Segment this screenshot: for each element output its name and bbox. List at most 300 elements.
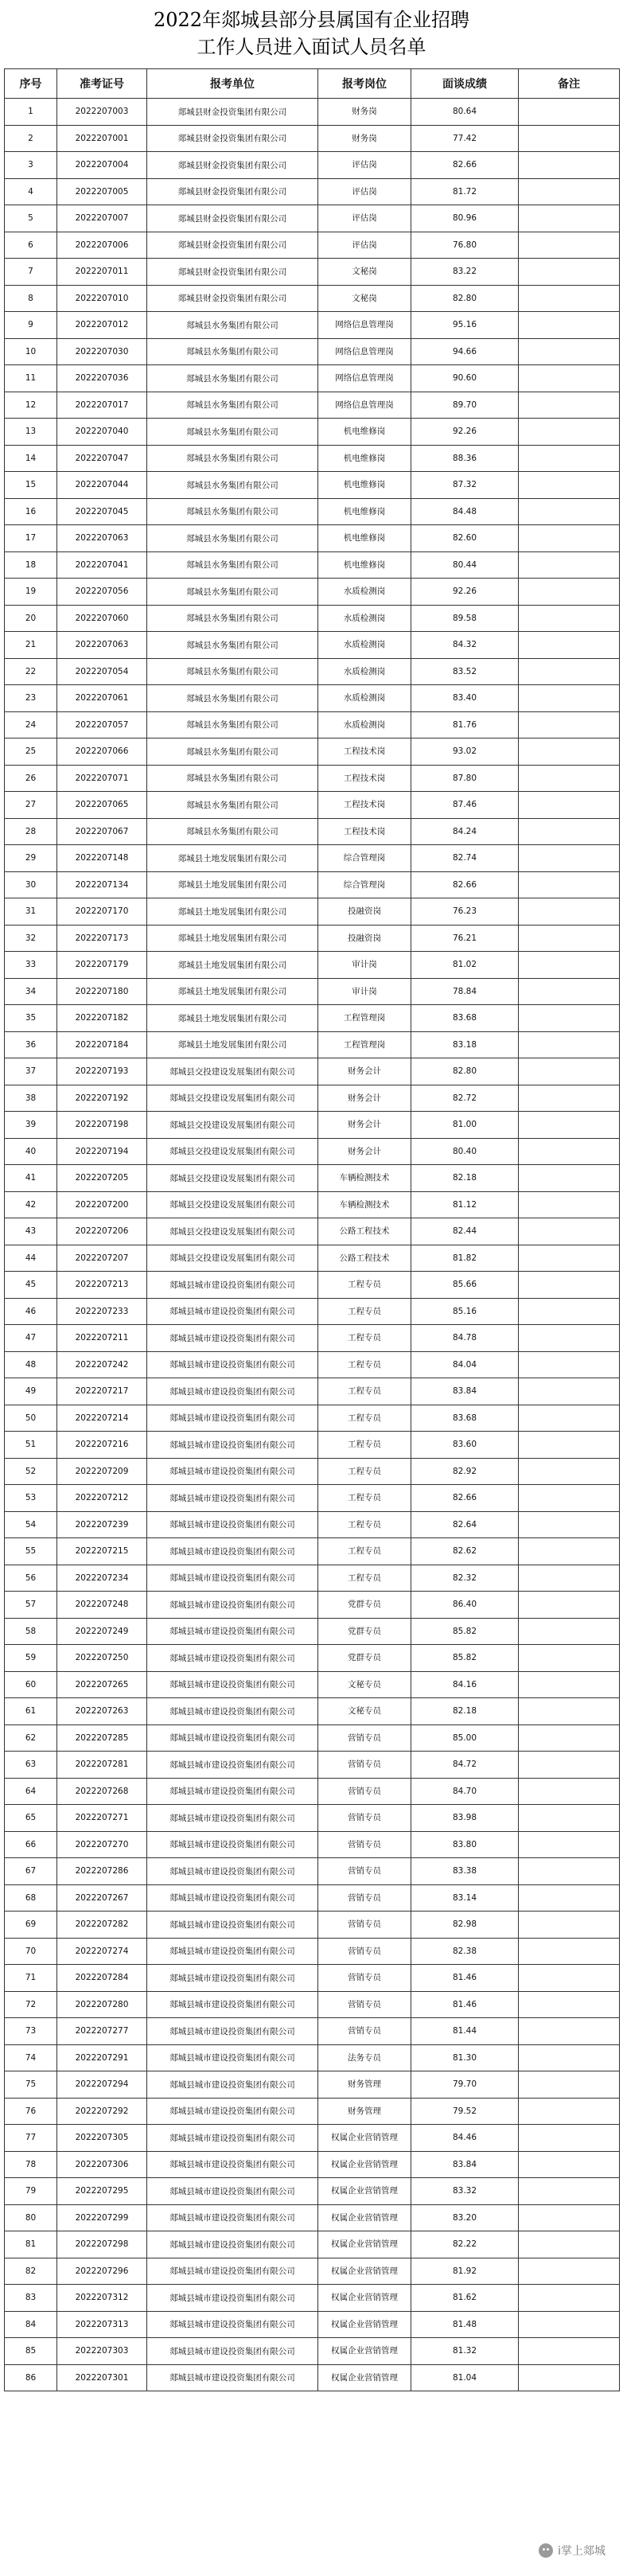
cell-no: 51 — [5, 1432, 57, 1459]
cell-note — [519, 365, 620, 392]
cell-no: 19 — [5, 579, 57, 606]
table-row — [5, 845, 620, 872]
table-row — [5, 871, 620, 898]
cell-score: 81.46 — [411, 1991, 519, 2018]
table-row — [5, 1005, 620, 1032]
table-row — [5, 1752, 620, 1779]
cell-exam-id: 2022207004 — [57, 152, 147, 179]
cell-no: 48 — [5, 1351, 57, 1378]
cell-unit: 郯城县水务集团有限公司 — [147, 632, 318, 659]
cell-no: 6 — [5, 232, 57, 259]
table-row — [5, 1618, 620, 1645]
cell-exam-id: 2022207267 — [57, 1884, 147, 1912]
cell-post: 文秘专员 — [318, 1671, 411, 1698]
cell-note — [519, 125, 620, 152]
cell-exam-id: 2022207180 — [57, 978, 147, 1005]
cell-note — [519, 1298, 620, 1325]
cell-unit: 郯城县城市建设投资集团有限公司 — [147, 1858, 318, 1885]
cell-unit: 郯城县城市建设投资集团有限公司 — [147, 1485, 318, 1512]
cell-unit: 郯城县财金投资集团有限公司 — [147, 259, 318, 286]
cell-unit: 郯城县城市建设投资集团有限公司 — [147, 2018, 318, 2045]
cell-exam-id: 2022207005 — [57, 178, 147, 205]
cell-post: 营销专员 — [318, 1831, 411, 1858]
cell-score: 83.18 — [411, 1031, 519, 1058]
cell-score: 82.22 — [411, 2231, 519, 2258]
cell-unit: 郯城县财金投资集团有限公司 — [147, 152, 318, 179]
cell-unit: 郯城县水务集团有限公司 — [147, 525, 318, 552]
cell-exam-id: 2022207054 — [57, 658, 147, 685]
cell-exam-id: 2022207007 — [57, 205, 147, 232]
cell-exam-id: 2022207066 — [57, 739, 147, 766]
cell-unit: 郯城县城市建设投资集团有限公司 — [147, 2364, 318, 2391]
table-row — [5, 312, 620, 339]
cell-score: 94.66 — [411, 338, 519, 365]
cell-post: 财务会计 — [318, 1085, 411, 1112]
cell-note — [519, 1565, 620, 1592]
cell-exam-id: 2022207063 — [57, 525, 147, 552]
cell-unit: 郯城县城市建设投资集团有限公司 — [147, 2044, 318, 2071]
cell-note — [519, 1112, 620, 1139]
cell-no: 81 — [5, 2231, 57, 2258]
candidate-table — [4, 68, 620, 2391]
cell-no: 65 — [5, 1805, 57, 1832]
cell-exam-id: 2022207045 — [57, 498, 147, 525]
table-row — [5, 1645, 620, 1672]
cell-no: 85 — [5, 2338, 57, 2365]
cell-exam-id: 2022207242 — [57, 1351, 147, 1378]
cell-note — [519, 1884, 620, 1912]
cell-score: 92.26 — [411, 579, 519, 606]
cell-exam-id: 2022207193 — [57, 1058, 147, 1085]
cell-note — [519, 1805, 620, 1832]
table-row — [5, 579, 620, 606]
cell-no: 56 — [5, 1565, 57, 1592]
cell-note — [519, 2018, 620, 2045]
cell-no: 41 — [5, 1165, 57, 1192]
cell-post: 工程专员 — [318, 1378, 411, 1405]
cell-exam-id: 2022207263 — [57, 1698, 147, 1725]
cell-note — [519, 419, 620, 446]
cell-exam-id: 2022207205 — [57, 1165, 147, 1192]
cell-no: 4 — [5, 178, 57, 205]
cell-score: 92.26 — [411, 419, 519, 446]
cell-note — [519, 1191, 620, 1218]
cell-unit: 郯城县交投建设发展集团有限公司 — [147, 1245, 318, 1272]
cell-score: 81.76 — [411, 711, 519, 739]
cell-exam-id: 2022207011 — [57, 259, 147, 286]
cell-unit: 郯城县水务集团有限公司 — [147, 579, 318, 606]
cell-post: 网络信息管理岗 — [318, 392, 411, 419]
cell-score: 84.70 — [411, 1778, 519, 1805]
cell-exam-id: 2022207303 — [57, 2338, 147, 2365]
cell-note — [519, 579, 620, 606]
table-row — [5, 1671, 620, 1698]
cell-exam-id: 2022207282 — [57, 1912, 147, 1939]
cell-exam-id: 2022207040 — [57, 419, 147, 446]
header-unit: 报考单位 — [147, 69, 318, 99]
cell-post: 营销专员 — [318, 1938, 411, 1965]
cell-note — [519, 2258, 620, 2285]
cell-post: 水质检测岗 — [318, 711, 411, 739]
cell-post: 公路工程技术 — [318, 1218, 411, 1245]
cell-score: 90.60 — [411, 365, 519, 392]
cell-post: 工程专员 — [318, 1432, 411, 1459]
cell-post: 财务会计 — [318, 1138, 411, 1165]
cell-post: 财务管理 — [318, 2098, 411, 2125]
cell-exam-id: 2022207182 — [57, 1005, 147, 1032]
cell-unit: 郯城县水务集团有限公司 — [147, 605, 318, 632]
cell-no: 58 — [5, 1618, 57, 1645]
cell-note — [519, 178, 620, 205]
cell-no: 18 — [5, 551, 57, 579]
cell-unit: 郯城县城市建设投资集团有限公司 — [147, 1351, 318, 1378]
table-row — [5, 2071, 620, 2099]
cell-unit: 郯城县交投建设发展集团有限公司 — [147, 1191, 318, 1218]
cell-post: 工程管理岗 — [318, 1031, 411, 1058]
cell-unit: 郯城县土地发展集团有限公司 — [147, 898, 318, 926]
cell-score: 95.16 — [411, 312, 519, 339]
table-row — [5, 1485, 620, 1512]
cell-exam-id: 2022207306 — [57, 2151, 147, 2178]
cell-note — [519, 1405, 620, 1432]
cell-unit: 郯城县城市建设投资集团有限公司 — [147, 2098, 318, 2125]
cell-score: 83.32 — [411, 2178, 519, 2205]
cell-unit: 郯城县水务集团有限公司 — [147, 338, 318, 365]
cell-unit: 郯城县城市建设投资集团有限公司 — [147, 2204, 318, 2231]
cell-exam-id: 2022207192 — [57, 1085, 147, 1112]
cell-score: 81.82 — [411, 1245, 519, 1272]
cell-exam-id: 2022207179 — [57, 952, 147, 979]
cell-score: 83.52 — [411, 658, 519, 685]
cell-score: 84.48 — [411, 498, 519, 525]
table-row — [5, 2098, 620, 2125]
cell-score: 83.20 — [411, 2204, 519, 2231]
cell-score: 79.52 — [411, 2098, 519, 2125]
cell-no: 71 — [5, 1965, 57, 1992]
cell-exam-id: 2022207280 — [57, 1991, 147, 2018]
cell-no: 53 — [5, 1485, 57, 1512]
cell-note — [519, 1165, 620, 1192]
cell-score: 82.18 — [411, 1165, 519, 1192]
table-row — [5, 1698, 620, 1725]
cell-note — [519, 2178, 620, 2205]
cell-post: 水质检测岗 — [318, 658, 411, 685]
cell-unit: 郯城县城市建设投资集团有限公司 — [147, 2258, 318, 2285]
cell-no: 17 — [5, 525, 57, 552]
cell-note — [519, 898, 620, 926]
cell-note — [519, 525, 620, 552]
cell-exam-id: 2022207194 — [57, 1138, 147, 1165]
cell-unit: 郯城县城市建设投资集团有限公司 — [147, 2285, 318, 2312]
cell-post: 工程专员 — [318, 1351, 411, 1378]
cell-note — [519, 551, 620, 579]
cell-note — [519, 205, 620, 232]
cell-no: 15 — [5, 472, 57, 499]
cell-exam-id: 2022207215 — [57, 1538, 147, 1565]
cell-score: 82.66 — [411, 152, 519, 179]
cell-exam-id: 2022207036 — [57, 365, 147, 392]
cell-post: 权属企业营销管理 — [318, 2178, 411, 2205]
header-exam-id: 准考证号 — [57, 69, 147, 99]
table-row — [5, 2231, 620, 2258]
cell-score: 81.00 — [411, 1112, 519, 1139]
table-row — [5, 1831, 620, 1858]
cell-score: 79.70 — [411, 2071, 519, 2099]
cell-note — [519, 632, 620, 659]
cell-score: 76.21 — [411, 925, 519, 952]
cell-post: 工程技术岗 — [318, 792, 411, 819]
cell-unit: 郯城县城市建设投资集团有限公司 — [147, 1671, 318, 1698]
cell-exam-id: 2022207071 — [57, 765, 147, 792]
cell-no: 50 — [5, 1405, 57, 1432]
cell-unit: 郯城县土地发展集团有限公司 — [147, 1031, 318, 1058]
cell-unit: 郯城县城市建设投资集团有限公司 — [147, 1458, 318, 1485]
cell-score: 82.92 — [411, 1458, 519, 1485]
cell-note — [519, 605, 620, 632]
cell-score: 82.66 — [411, 1485, 519, 1512]
cell-unit: 郯城县城市建设投资集团有限公司 — [147, 1831, 318, 1858]
cell-score: 80.44 — [411, 551, 519, 579]
table-row — [5, 2285, 620, 2312]
table-row — [5, 1031, 620, 1058]
cell-unit: 郯城县城市建设投资集团有限公司 — [147, 1805, 318, 1832]
header-row — [5, 69, 620, 99]
cell-score: 83.84 — [411, 2151, 519, 2178]
table-row — [5, 792, 620, 819]
cell-no: 25 — [5, 739, 57, 766]
cell-post: 工程专员 — [318, 1458, 411, 1485]
cell-no: 38 — [5, 1085, 57, 1112]
cell-note — [519, 1645, 620, 1672]
table-row — [5, 2125, 620, 2152]
cell-note — [519, 871, 620, 898]
cell-post: 营销专员 — [318, 1991, 411, 2018]
cell-post: 营销专员 — [318, 1805, 411, 1832]
cell-score: 85.82 — [411, 1618, 519, 1645]
cell-no: 40 — [5, 1138, 57, 1165]
cell-note — [519, 739, 620, 766]
cell-exam-id: 2022207277 — [57, 2018, 147, 2045]
table-row — [5, 2178, 620, 2205]
cell-post: 机电维修岗 — [318, 551, 411, 579]
cell-no: 10 — [5, 338, 57, 365]
cell-note — [519, 1938, 620, 1965]
table-row — [5, 1378, 620, 1405]
cell-no: 12 — [5, 392, 57, 419]
cell-note — [519, 1724, 620, 1752]
cell-unit: 郯城县水务集团有限公司 — [147, 312, 318, 339]
cell-no: 54 — [5, 1511, 57, 1538]
cell-post: 投融资岗 — [318, 925, 411, 952]
table-row — [5, 2044, 620, 2071]
cell-no: 82 — [5, 2258, 57, 2285]
cell-unit: 郯城县城市建设投资集团有限公司 — [147, 1778, 318, 1805]
cell-note — [519, 1085, 620, 1112]
table-row — [5, 2204, 620, 2231]
table-row — [5, 1165, 620, 1192]
table-row — [5, 1991, 620, 2018]
cell-no: 24 — [5, 711, 57, 739]
cell-exam-id: 2022207211 — [57, 1325, 147, 1352]
cell-score: 87.32 — [411, 472, 519, 499]
cell-exam-id: 2022207312 — [57, 2285, 147, 2312]
cell-post: 权属企业营销管理 — [318, 2338, 411, 2365]
cell-unit: 郯城县水务集团有限公司 — [147, 765, 318, 792]
cell-score: 80.64 — [411, 99, 519, 126]
cell-note — [519, 2151, 620, 2178]
cell-exam-id: 2022207274 — [57, 1938, 147, 1965]
table-row — [5, 2311, 620, 2338]
watermark — [539, 2543, 605, 2558]
cell-score: 89.70 — [411, 392, 519, 419]
cell-post: 权属企业营销管理 — [318, 2231, 411, 2258]
wechat-icon — [539, 2543, 553, 2558]
cell-exam-id: 2022207030 — [57, 338, 147, 365]
cell-no: 37 — [5, 1058, 57, 1085]
cell-exam-id: 2022207249 — [57, 1618, 147, 1645]
cell-score: 87.80 — [411, 765, 519, 792]
cell-no: 23 — [5, 685, 57, 712]
cell-note — [519, 2231, 620, 2258]
cell-score: 76.80 — [411, 232, 519, 259]
cell-exam-id: 2022207017 — [57, 392, 147, 419]
cell-unit: 郯城县城市建设投资集团有限公司 — [147, 1884, 318, 1912]
cell-unit: 郯城县城市建设投资集团有限公司 — [147, 1565, 318, 1592]
cell-score: 83.60 — [411, 1432, 519, 1459]
cell-post: 投融资岗 — [318, 898, 411, 926]
table-row — [5, 1325, 620, 1352]
cell-exam-id: 2022207170 — [57, 898, 147, 926]
cell-note — [519, 1778, 620, 1805]
cell-post: 水质检测岗 — [318, 579, 411, 606]
table-row — [5, 1858, 620, 1885]
cell-exam-id: 2022207216 — [57, 1432, 147, 1459]
cell-post: 评估岗 — [318, 152, 411, 179]
cell-exam-id: 2022207060 — [57, 605, 147, 632]
cell-exam-id: 2022207301 — [57, 2364, 147, 2391]
cell-unit: 郯城县城市建设投资集团有限公司 — [147, 1698, 318, 1725]
cell-no: 42 — [5, 1191, 57, 1218]
cell-unit: 郯城县交投建设发展集团有限公司 — [147, 1218, 318, 1245]
cell-note — [519, 1511, 620, 1538]
cell-post: 网络信息管理岗 — [318, 365, 411, 392]
cell-note — [519, 658, 620, 685]
cell-score: 84.78 — [411, 1325, 519, 1352]
cell-no: 45 — [5, 1272, 57, 1299]
cell-no: 28 — [5, 818, 57, 845]
cell-post: 营销专员 — [318, 1752, 411, 1779]
cell-no: 61 — [5, 1698, 57, 1725]
cell-note — [519, 1138, 620, 1165]
cell-score: 76.23 — [411, 898, 519, 926]
cell-note — [519, 1752, 620, 1779]
cell-no: 77 — [5, 2125, 57, 2152]
table-row — [5, 1138, 620, 1165]
cell-score: 84.32 — [411, 632, 519, 659]
cell-score: 93.02 — [411, 739, 519, 766]
cell-unit: 郯城县土地发展集团有限公司 — [147, 845, 318, 872]
cell-note — [519, 1831, 620, 1858]
cell-no: 78 — [5, 2151, 57, 2178]
header-note: 备注 — [519, 69, 620, 99]
cell-post: 水质检测岗 — [318, 605, 411, 632]
title-line-2: 工作人员进入面试人员名单 — [197, 36, 426, 58]
table-row — [5, 551, 620, 579]
cell-no: 75 — [5, 2071, 57, 2099]
cell-post: 机电维修岗 — [318, 498, 411, 525]
cell-exam-id: 2022207217 — [57, 1378, 147, 1405]
cell-score: 81.30 — [411, 2044, 519, 2071]
cell-no: 43 — [5, 1218, 57, 1245]
cell-post: 评估岗 — [318, 205, 411, 232]
cell-note — [519, 1058, 620, 1085]
cell-note — [519, 1538, 620, 1565]
cell-unit: 郯城县城市建设投资集团有限公司 — [147, 1592, 318, 1619]
cell-note — [519, 1618, 620, 1645]
cell-post: 营销专员 — [318, 1965, 411, 1992]
cell-note — [519, 2285, 620, 2312]
table-row — [5, 1458, 620, 1485]
cell-note — [519, 259, 620, 286]
cell-no: 13 — [5, 419, 57, 446]
table-row — [5, 259, 620, 286]
cell-exam-id: 2022207286 — [57, 1858, 147, 1885]
cell-no: 68 — [5, 1884, 57, 1912]
cell-exam-id: 2022207010 — [57, 285, 147, 312]
table-row — [5, 605, 620, 632]
cell-post: 党群专员 — [318, 1618, 411, 1645]
cell-no: 66 — [5, 1831, 57, 1858]
cell-exam-id: 2022207271 — [57, 1805, 147, 1832]
cell-score: 84.24 — [411, 818, 519, 845]
cell-no: 52 — [5, 1458, 57, 1485]
cell-post: 机电维修岗 — [318, 419, 411, 446]
table-row — [5, 739, 620, 766]
cell-note — [519, 472, 620, 499]
cell-post: 财务岗 — [318, 125, 411, 152]
cell-score: 77.42 — [411, 125, 519, 152]
cell-note — [519, 2204, 620, 2231]
cell-no: 49 — [5, 1378, 57, 1405]
cell-unit: 郯城县城市建设投资集团有限公司 — [147, 1938, 318, 1965]
table-row — [5, 338, 620, 365]
cell-score: 83.40 — [411, 685, 519, 712]
cell-no: 16 — [5, 498, 57, 525]
table-row — [5, 1405, 620, 1432]
cell-note — [519, 498, 620, 525]
document-title — [0, 0, 623, 68]
cell-post: 工程专员 — [318, 1405, 411, 1432]
cell-score: 82.98 — [411, 1912, 519, 1939]
cell-score: 81.92 — [411, 2258, 519, 2285]
cell-score: 84.72 — [411, 1752, 519, 1779]
cell-no: 20 — [5, 605, 57, 632]
cell-unit: 郯城县财金投资集团有限公司 — [147, 178, 318, 205]
table-row — [5, 1565, 620, 1592]
cell-score: 80.40 — [411, 1138, 519, 1165]
cell-post: 审计岗 — [318, 978, 411, 1005]
cell-score: 89.58 — [411, 605, 519, 632]
cell-score: 82.38 — [411, 1938, 519, 1965]
cell-score: 82.62 — [411, 1538, 519, 1565]
cell-no: 3 — [5, 152, 57, 179]
cell-exam-id: 2022207281 — [57, 1752, 147, 1779]
cell-unit: 郯城县水务集团有限公司 — [147, 419, 318, 446]
cell-unit: 郯城县水务集团有限公司 — [147, 445, 318, 472]
cell-unit: 郯城县土地发展集团有限公司 — [147, 978, 318, 1005]
cell-post: 工程专员 — [318, 1511, 411, 1538]
cell-no: 57 — [5, 1592, 57, 1619]
